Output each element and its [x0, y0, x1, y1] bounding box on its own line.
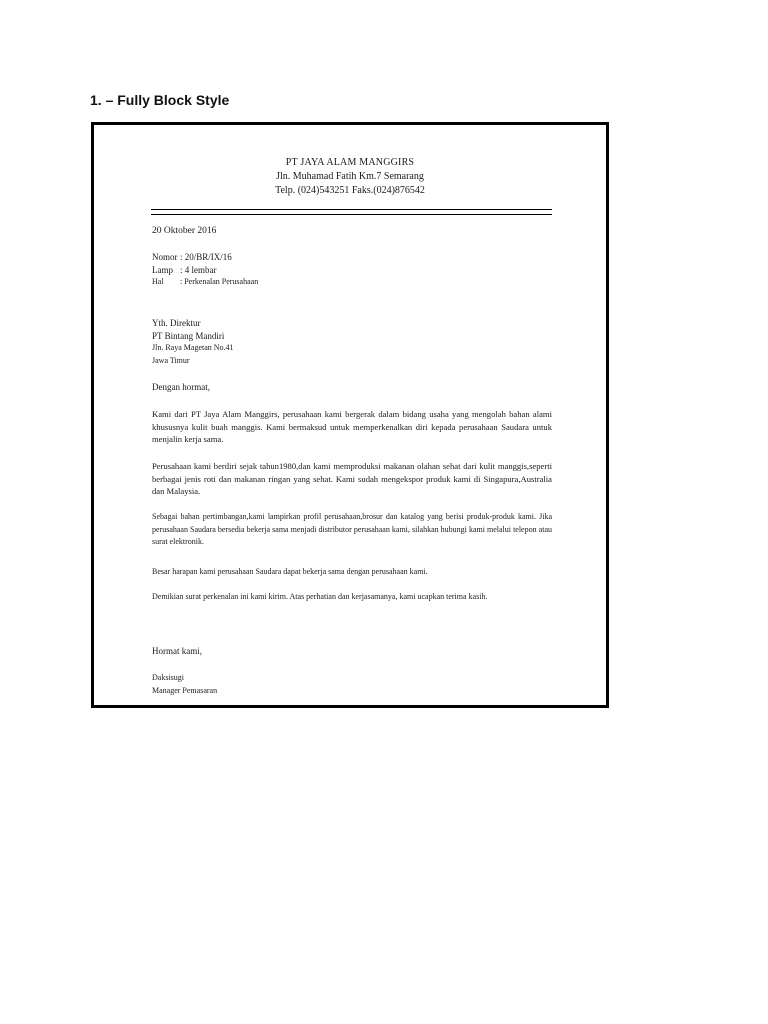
salutation: Dengan hormat,: [152, 382, 210, 392]
company-contact: Telp. (024)543251 Faks.(024)876542: [275, 185, 425, 196]
recipient-line-1: Yth. Direktur: [152, 318, 201, 328]
recipient-line-2: PT Bintang Mandiri: [152, 330, 225, 341]
meta-nomor: [152, 251, 552, 264]
paragraph-2: Perusahaan kami berdiri sejak tahun1980,dan kami memproduksi makanan olahan sehat dari kulit manggis,seperti berbagai jenis roti dan makanan ringan yang sehat. Kami sudah mengekspor produk kami di Singapura,Australia dan Malaysia.: [152, 461, 552, 496]
section-heading: 1. – Fully Block Style: [90, 92, 230, 108]
meta-lamp-key: Lamp: [152, 264, 173, 275]
signer-title: Manager Pemasaran: [152, 685, 218, 695]
company-address: Jln. Muhamad Fatih Km.7 Semarang: [276, 171, 424, 182]
signer-block: [152, 672, 552, 697]
letterhead: [94, 156, 606, 198]
meta-hal-value: : Perkenalan Perusahaan: [180, 277, 259, 286]
paragraph-5: Demikian surat perkenalan ini kami kirim. Atas perhatian dan kerjasamanya, kami ucapkan terima kasih.: [152, 592, 488, 601]
recipient-block: [152, 317, 552, 367]
letter-meta: [152, 251, 552, 289]
meta-hal: [152, 276, 552, 289]
recipient-line-4: Jawa Timur: [152, 355, 190, 365]
closing: Hormat kami,: [152, 646, 202, 656]
meta-nomor-value: : 20/BR/IX/16: [180, 252, 232, 262]
company-name: PT JAYA ALAM MANGGIRS: [285, 157, 415, 168]
meta-lamp: [152, 264, 552, 277]
meta-hal-key: Hal: [152, 277, 164, 286]
signer-name: Daksisugi: [152, 673, 184, 682]
paragraph-4: Besar harapan kami perusahaan Saudara dapat bekerja sama dengan perusahaan kami.: [152, 567, 428, 576]
letter-date: 20 Oktober 2016: [152, 226, 217, 236]
paragraph-1: Kami dari PT Jaya Alam Manggirs, perusahaan kami bergerak dalam bidang usaha yang mengolah bahan alami khususnya kulit buah manggis. Kami bermaksud untuk memperkenalkan diri kepada perusahaan Saudara untuk menjalin kerja sama.: [152, 409, 552, 444]
meta-lamp-value: : 4 lembar: [180, 264, 217, 275]
letterhead-divider: [151, 209, 552, 215]
recipient-line-3: Jln. Raya Magetan No.41: [152, 343, 234, 352]
letter-frame: [91, 122, 609, 708]
meta-nomor-key: Nomor: [152, 252, 178, 262]
paragraph-3: Sebagai bahan pertimbangan,kami lampirkan profil perusahaan,brosur dan katalog yang berisi produk-produk kami. Jika perusahaan Saudara bersedia bekerja sama menjadi distributor perusahaan kami, silahkan hubungi kami melalui telepon atau surat elektronik.: [152, 512, 552, 546]
